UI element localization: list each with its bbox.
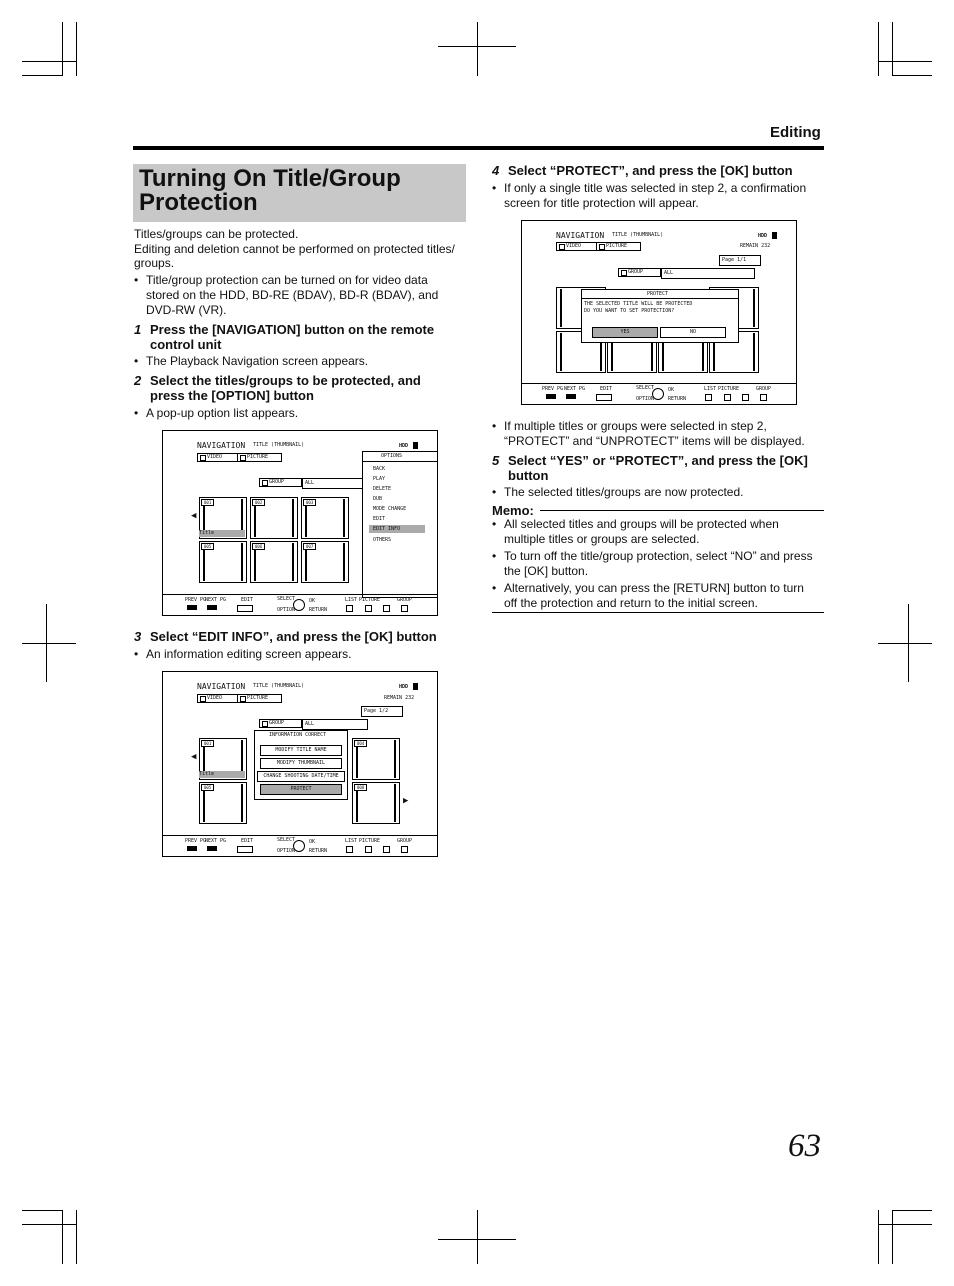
- change-shooting-date[interactable]: CHANGE SHOOTING DATE/TIME: [257, 771, 345, 782]
- memo-item: [492, 517, 834, 547]
- protect-title: PROTECT: [647, 291, 669, 297]
- tab-picture[interactable]: PICTURE: [237, 694, 282, 703]
- options-popup: [362, 451, 438, 598]
- foot-select: SELECT: [636, 385, 655, 391]
- step-4: [492, 163, 838, 178]
- foot-edit: EDIT: [241, 838, 254, 844]
- option-edit-info[interactable]: EDIT INFO: [369, 525, 425, 533]
- foot-next: NEXT PG: [205, 597, 227, 603]
- key[interactable]: [383, 846, 390, 853]
- header-rule: [133, 146, 824, 150]
- crop-mark: [477, 22, 478, 76]
- group-all: ALL: [305, 480, 315, 486]
- nav-title: NAVIGATION: [556, 231, 605, 240]
- nav-mode: TITLE (THUMBNAIL): [253, 442, 305, 448]
- nav-mode: TITLE (THUMBNAIL): [612, 232, 664, 238]
- crop-mark: [62, 1210, 63, 1264]
- step-line: Press the [NAVIGATION] button on the remote: [150, 322, 435, 337]
- crop-mark: [62, 22, 63, 76]
- yes-button[interactable]: YES: [592, 327, 658, 338]
- crop-mark: [892, 1210, 932, 1211]
- tab-picture[interactable]: PICTURE: [596, 242, 641, 251]
- crop-mark: [76, 1210, 77, 1264]
- foot-prev: PREV PG: [185, 838, 207, 844]
- prev-page-key[interactable]: [187, 605, 197, 610]
- step-3: [134, 629, 480, 644]
- screen-footer: [163, 835, 437, 856]
- list-key[interactable]: [346, 605, 353, 612]
- option-dub[interactable]: DUB: [373, 496, 383, 502]
- step-4-note: [492, 181, 834, 211]
- step-number: 2: [134, 373, 142, 388]
- foot-ok: OK: [668, 387, 675, 393]
- crop-mark: [22, 1210, 62, 1211]
- foot-option: OPTION: [636, 396, 655, 402]
- hdd-badge: HDD: [758, 233, 768, 239]
- intro-line: Titles/groups can be protected.: [134, 227, 299, 241]
- bullet-line: • All selected titles and groups will be protected when: [504, 517, 779, 531]
- modify-thumbnail[interactable]: MODIFY THUMBNAIL: [260, 758, 342, 769]
- crop-mark: [878, 1210, 879, 1264]
- crop-mark: [438, 1239, 516, 1240]
- crop-mark: [878, 643, 932, 644]
- protect-item[interactable]: PROTECT: [260, 784, 342, 795]
- step-line: Select the titles/groups to be protected, and: [150, 373, 421, 388]
- thumbnail[interactable]: 001: [199, 738, 247, 780]
- bullet-line: • If only a single title was selected in step 2, a confirmation: [504, 181, 807, 195]
- tab-picture[interactable]: PICTURE: [237, 453, 282, 462]
- modify-title-name[interactable]: MODIFY TITLE NAME: [260, 745, 342, 756]
- group-all-box: [661, 268, 755, 279]
- bullet-line: the [OK] button.: [504, 564, 589, 578]
- crop-mark: [22, 643, 76, 644]
- crop-mark: [22, 1224, 76, 1225]
- crop-mark: [878, 61, 932, 62]
- bullet-line: • The selected titles/groups are now protected.: [504, 485, 744, 499]
- foot-ok: OK: [309, 598, 316, 604]
- step-4-note-multi: [492, 419, 834, 449]
- step-5: [492, 453, 838, 483]
- bullet-line: off the protection and return to the initial screen.: [504, 596, 758, 610]
- thumbnail[interactable]: 005: [199, 541, 247, 583]
- picture-key[interactable]: [724, 394, 731, 401]
- screen-info: [162, 671, 438, 857]
- option-back[interactable]: BACK: [373, 466, 386, 472]
- screen-footer: [163, 594, 437, 615]
- option-play[interactable]: PLAY: [373, 476, 386, 482]
- memo-bottom-rule: [492, 612, 824, 613]
- page-number: 63: [788, 1128, 821, 1164]
- nav-title: NAVIGATION: [197, 441, 246, 450]
- step-5-note: [492, 485, 743, 500]
- step-1-note: [134, 354, 368, 369]
- left-arrow-icon[interactable]: ◀: [191, 511, 197, 521]
- foot-return: RETURN: [309, 607, 328, 613]
- right-arrow-icon[interactable]: ▶: [403, 796, 409, 806]
- key[interactable]: [383, 605, 390, 612]
- foot-select: SELECT: [277, 837, 296, 843]
- crop-mark: [438, 46, 516, 47]
- crop-mark: [76, 22, 77, 76]
- step-3-note: [134, 647, 351, 662]
- crop-mark: [892, 75, 932, 76]
- prev-page-key[interactable]: [546, 394, 556, 399]
- option-others[interactable]: OTHERS: [373, 537, 392, 543]
- crop-mark: [892, 22, 893, 76]
- nav-title: NAVIGATION: [197, 682, 246, 691]
- page-indicator: Page 1/1: [719, 255, 761, 266]
- foot-group: GROUP: [756, 386, 772, 392]
- protect-question: DO YOU WANT TO SET PROTECTION?: [584, 308, 675, 314]
- thumbnail[interactable]: 005: [199, 782, 247, 824]
- tab-video[interactable]: VIDEO: [197, 453, 238, 462]
- edit-key[interactable]: [237, 846, 253, 853]
- info-title: INFORMATION CORRECT: [269, 732, 327, 738]
- bullet-line: • If multiple titles or groups were selected in step 2,: [504, 419, 767, 433]
- thumbnail[interactable]: 004: [352, 738, 400, 780]
- group-key[interactable]: [401, 846, 408, 853]
- group-selector[interactable]: GROUP: [259, 478, 302, 487]
- page-indicator: Page 1/2: [361, 706, 403, 717]
- foot-prev: PREV PG: [542, 386, 564, 392]
- picture-key[interactable]: [365, 605, 372, 612]
- foot-ok: OK: [309, 839, 316, 845]
- group-key[interactable]: [760, 394, 767, 401]
- foot-edit: EDIT: [600, 386, 613, 392]
- section-heading: Editing: [770, 124, 821, 141]
- hdd-icon: [413, 442, 418, 449]
- foot-group: GROUP: [397, 597, 413, 603]
- screen-footer: [522, 383, 796, 404]
- group-key[interactable]: [401, 605, 408, 612]
- key[interactable]: [742, 394, 749, 401]
- step-line: button: [508, 468, 549, 483]
- page-title: Turning On Title/Group Protection: [139, 165, 401, 216]
- remain-text: REMAIN 232: [740, 243, 771, 249]
- left-arrow-icon[interactable]: ◀: [191, 752, 197, 762]
- protect-dialog: [581, 289, 739, 343]
- thumbnail[interactable]: 003: [301, 497, 349, 539]
- foot-list: LIST: [345, 597, 358, 603]
- edit-key[interactable]: [596, 394, 612, 401]
- title-label: Title: [199, 771, 245, 778]
- edit-key[interactable]: [237, 605, 253, 612]
- foot-picture: PICTURE: [718, 386, 740, 392]
- crop-mark: [878, 22, 879, 76]
- step-line: Select “EDIT INFO”, and press the [OK] button: [150, 629, 437, 644]
- memo-item: [492, 581, 834, 611]
- foot-return: RETURN: [309, 848, 328, 854]
- option-delete[interactable]: DELETE: [373, 486, 392, 492]
- bullet-line: multiple titles or groups are selected.: [504, 532, 700, 546]
- nav-mode: TITLE (THUMBNAIL): [253, 683, 305, 689]
- bullet-line: screen for title protection will appear.: [504, 196, 699, 210]
- foot-list: LIST: [345, 838, 358, 844]
- foot-picture: PICTURE: [359, 597, 381, 603]
- foot-picture: PICTURE: [359, 838, 381, 844]
- foot-select: SELECT: [277, 596, 296, 602]
- bullet-line: DVD-RW (VR).: [146, 303, 227, 317]
- foot-group: GROUP: [397, 838, 413, 844]
- step-number: 1: [134, 322, 142, 337]
- thumbnail[interactable]: 006: [250, 541, 298, 583]
- step-1: [134, 322, 480, 352]
- info-popup: [254, 730, 348, 800]
- step-line: Select “PROTECT”, and press the [OK] button: [508, 163, 793, 178]
- option-mode-change[interactable]: MODE CHANGE: [373, 506, 407, 512]
- screen-protect: [521, 220, 797, 405]
- dialog-divider: [582, 298, 738, 299]
- tab-video[interactable]: VIDEO: [197, 694, 238, 703]
- bullet-line: • To turn off the title/group protection, select “NO” and press: [504, 549, 813, 563]
- hdd-badge: HDD: [399, 443, 409, 449]
- group-selector[interactable]: GROUP: [259, 719, 302, 728]
- list-key[interactable]: [705, 394, 712, 401]
- thumbnail[interactable]: 001: [199, 497, 247, 539]
- group-all: ALL: [664, 270, 674, 276]
- thumbnail[interactable]: 002: [250, 497, 298, 539]
- foot-option: OPTION: [277, 848, 296, 854]
- hdd-icon: [413, 683, 418, 690]
- crop-mark: [878, 1224, 932, 1225]
- protect-message: THE SELECTED TITLE WILL BE PROTECTED: [584, 301, 693, 307]
- foot-next: NEXT PG: [564, 386, 586, 392]
- foot-edit: EDIT: [241, 597, 254, 603]
- intro-line: Editing and deletion cannot be performed on protected titles/: [134, 242, 455, 256]
- option-edit[interactable]: EDIT: [373, 516, 386, 522]
- bullet-line: • Alternatively, you can press the [RETURN] button to turn: [504, 581, 804, 595]
- group-selector[interactable]: GROUP: [618, 268, 661, 277]
- bullet-line: • An information editing screen appears.: [146, 647, 352, 661]
- page-title-box: [133, 164, 466, 222]
- foot-list: LIST: [704, 386, 717, 392]
- hdd-icon: [772, 232, 777, 239]
- bullet-line: “PROTECT” and “UNPROTECT” items will be displayed.: [504, 434, 805, 448]
- bullet-line: • A pop-up option list appears.: [146, 406, 299, 420]
- foot-option: OPTION: [277, 607, 296, 613]
- screen-options: [162, 430, 438, 616]
- next-page-key[interactable]: [566, 394, 576, 399]
- thumbnail[interactable]: 008: [352, 782, 400, 824]
- crop-mark: [22, 61, 76, 62]
- step-number: 5: [492, 453, 500, 468]
- step-line: press the [OPTION] button: [150, 388, 314, 403]
- bullet-line: • The Playback Navigation screen appears.: [146, 354, 369, 368]
- step-number: 3: [134, 629, 142, 644]
- intro-bullet: [134, 273, 476, 318]
- picture-key[interactable]: [365, 846, 372, 853]
- group-all-box: [302, 719, 368, 730]
- step-line: Select “YES” or “PROTECT”, and press the [OK]: [508, 453, 808, 468]
- tab-video[interactable]: VIDEO: [556, 242, 597, 251]
- thumbnail[interactable]: 007: [301, 541, 349, 583]
- group-all: ALL: [305, 721, 315, 727]
- crop-mark: [892, 1210, 893, 1264]
- options-title: OPTIONS: [381, 453, 403, 459]
- next-page-key[interactable]: [207, 605, 217, 610]
- remain-text: REMAIN 232: [384, 695, 415, 701]
- title-label: Title: [199, 530, 245, 537]
- list-key[interactable]: [346, 846, 353, 853]
- options-divider: [363, 461, 438, 462]
- step-2-note: [134, 406, 298, 421]
- step-2: [134, 373, 480, 403]
- crop-mark: [22, 75, 62, 76]
- bullet-line: stored on the HDD, BD-RE (BDAV), BD-R (BDAV), and: [146, 288, 439, 302]
- foot-prev: PREV PG: [185, 597, 207, 603]
- memo-label: Memo:: [492, 503, 534, 518]
- hdd-badge: HDD: [399, 684, 409, 690]
- no-button[interactable]: NO: [660, 327, 726, 338]
- memo-item: [492, 549, 834, 579]
- prev-page-key[interactable]: [187, 846, 197, 851]
- foot-return: RETURN: [668, 396, 687, 402]
- memo-rule: [540, 510, 824, 511]
- crop-mark: [477, 1210, 478, 1264]
- next-page-key[interactable]: [207, 846, 217, 851]
- step-line: control unit: [150, 337, 222, 352]
- intro-line: groups.: [134, 256, 175, 270]
- group-all-box: [302, 478, 368, 489]
- step-number: 4: [492, 163, 500, 178]
- foot-next: NEXT PG: [205, 838, 227, 844]
- bullet-line: • Title/group protection can be turned on for video data: [146, 273, 428, 287]
